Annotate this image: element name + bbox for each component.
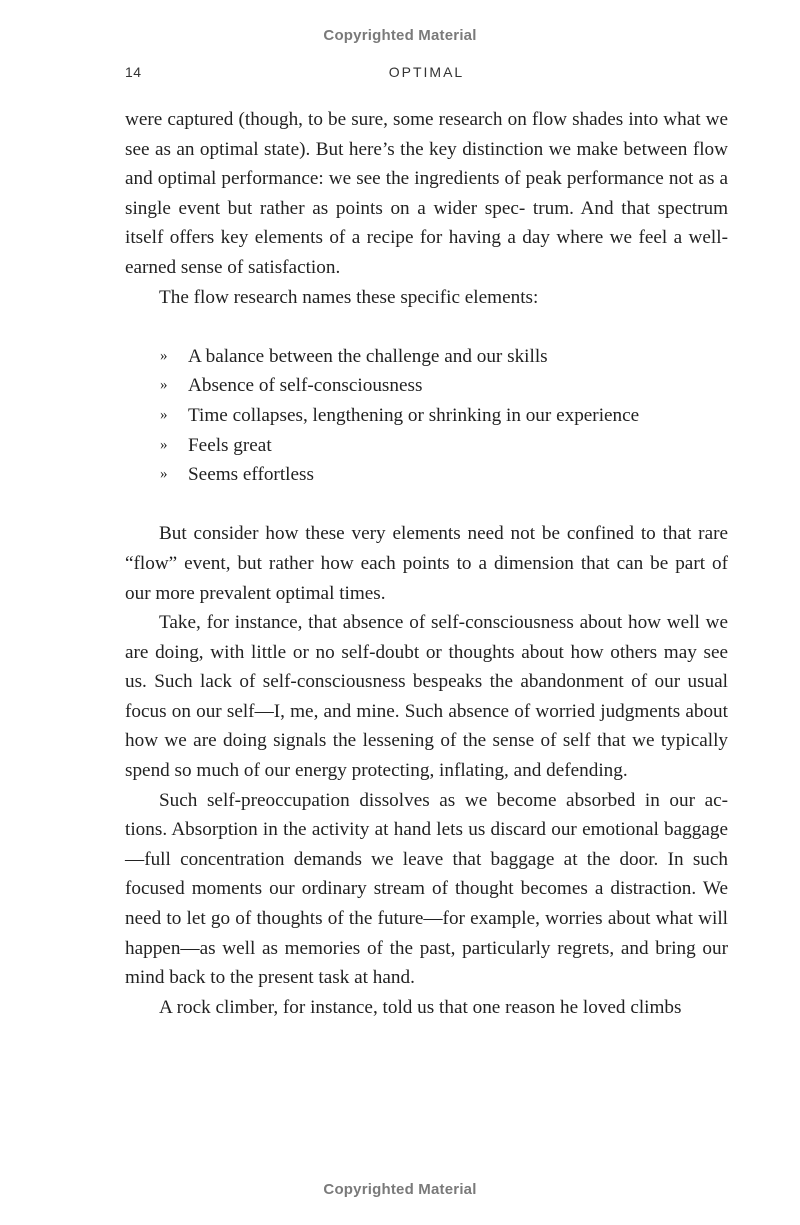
bullet-marker-icon: » — [160, 436, 168, 453]
list-item-text: Time collapses, lengthening or shrinking in our experience — [188, 404, 640, 426]
page-number: 14 — [125, 64, 142, 80]
list-item-text: Feels great — [188, 434, 272, 456]
body-text — [125, 105, 728, 1022]
list-item — [160, 371, 728, 401]
list-item — [160, 431, 728, 461]
flow-elements-list — [125, 342, 728, 490]
paragraph: were captured (though, to be sure, some research on flow shades into what we see as an optimal state). But here’s the key distinction we make between flow and optimal performance: we see the ingredients of peak performance not as a single event but rather as points on a wider spec- trum. And that spectrum itself offers key elements of a recipe for having a day where we feel a well-earned sense of satisfaction. — [125, 109, 728, 278]
paragraph: The flow research names these specific elements: — [159, 286, 539, 308]
list-item-text: A balance between the challenge and our skills — [188, 345, 548, 367]
bullet-marker-icon: » — [160, 466, 168, 483]
copyright-watermark-top: Copyrighted Material — [323, 27, 477, 44]
paragraph: Take, for instance, that absence of self-consciousness about how well we are doing, with little or no self-doubt or thoughts about how others may see us. Such lack of self-consciousness bespeaks the abandonment of our usual focus on our self—I, me, and mine. Such absence of worried judgments about how we are doing signals the lessening of the sense of self that we typically spend so much of our energy protecting, inflating, and defending. — [125, 612, 728, 782]
bullet-marker-icon: » — [160, 406, 168, 423]
copyright-watermark-bottom: Copyrighted Material — [323, 1181, 477, 1198]
list-item — [160, 342, 728, 372]
list-item-text: Seems effortless — [188, 464, 314, 486]
bullet-marker-icon: » — [160, 377, 168, 394]
list-item — [160, 460, 728, 490]
list-item — [160, 401, 728, 431]
bullet-marker-icon: » — [160, 347, 168, 364]
paragraph: Such self-preoccupation dissolves as we become absorbed in our ac- tions. Absorption in the activity at hand lets us discard our emotional baggage—full concentration demands we leave that baggage at the door. In such focused moments our ordinary stream of thought becomes a distraction. We need to let go of thoughts of the future—for example, worries about what will happen—as well as memories of the past, particularly regrets, and bring our mind back to the present task at hand. — [125, 789, 728, 989]
running-head — [125, 64, 728, 84]
paragraph: A rock climber, for instance, told us that one reason he loved climbs — [159, 996, 682, 1018]
list-item-text: Absence of self-consciousness — [188, 375, 423, 397]
running-title: OPTIMAL — [388, 64, 465, 80]
paragraph: But consider how these very elements need not be confined to that rare “flow” event, but rather how each points to a dimension that can be part of our more prevalent optimal times. — [125, 523, 728, 604]
